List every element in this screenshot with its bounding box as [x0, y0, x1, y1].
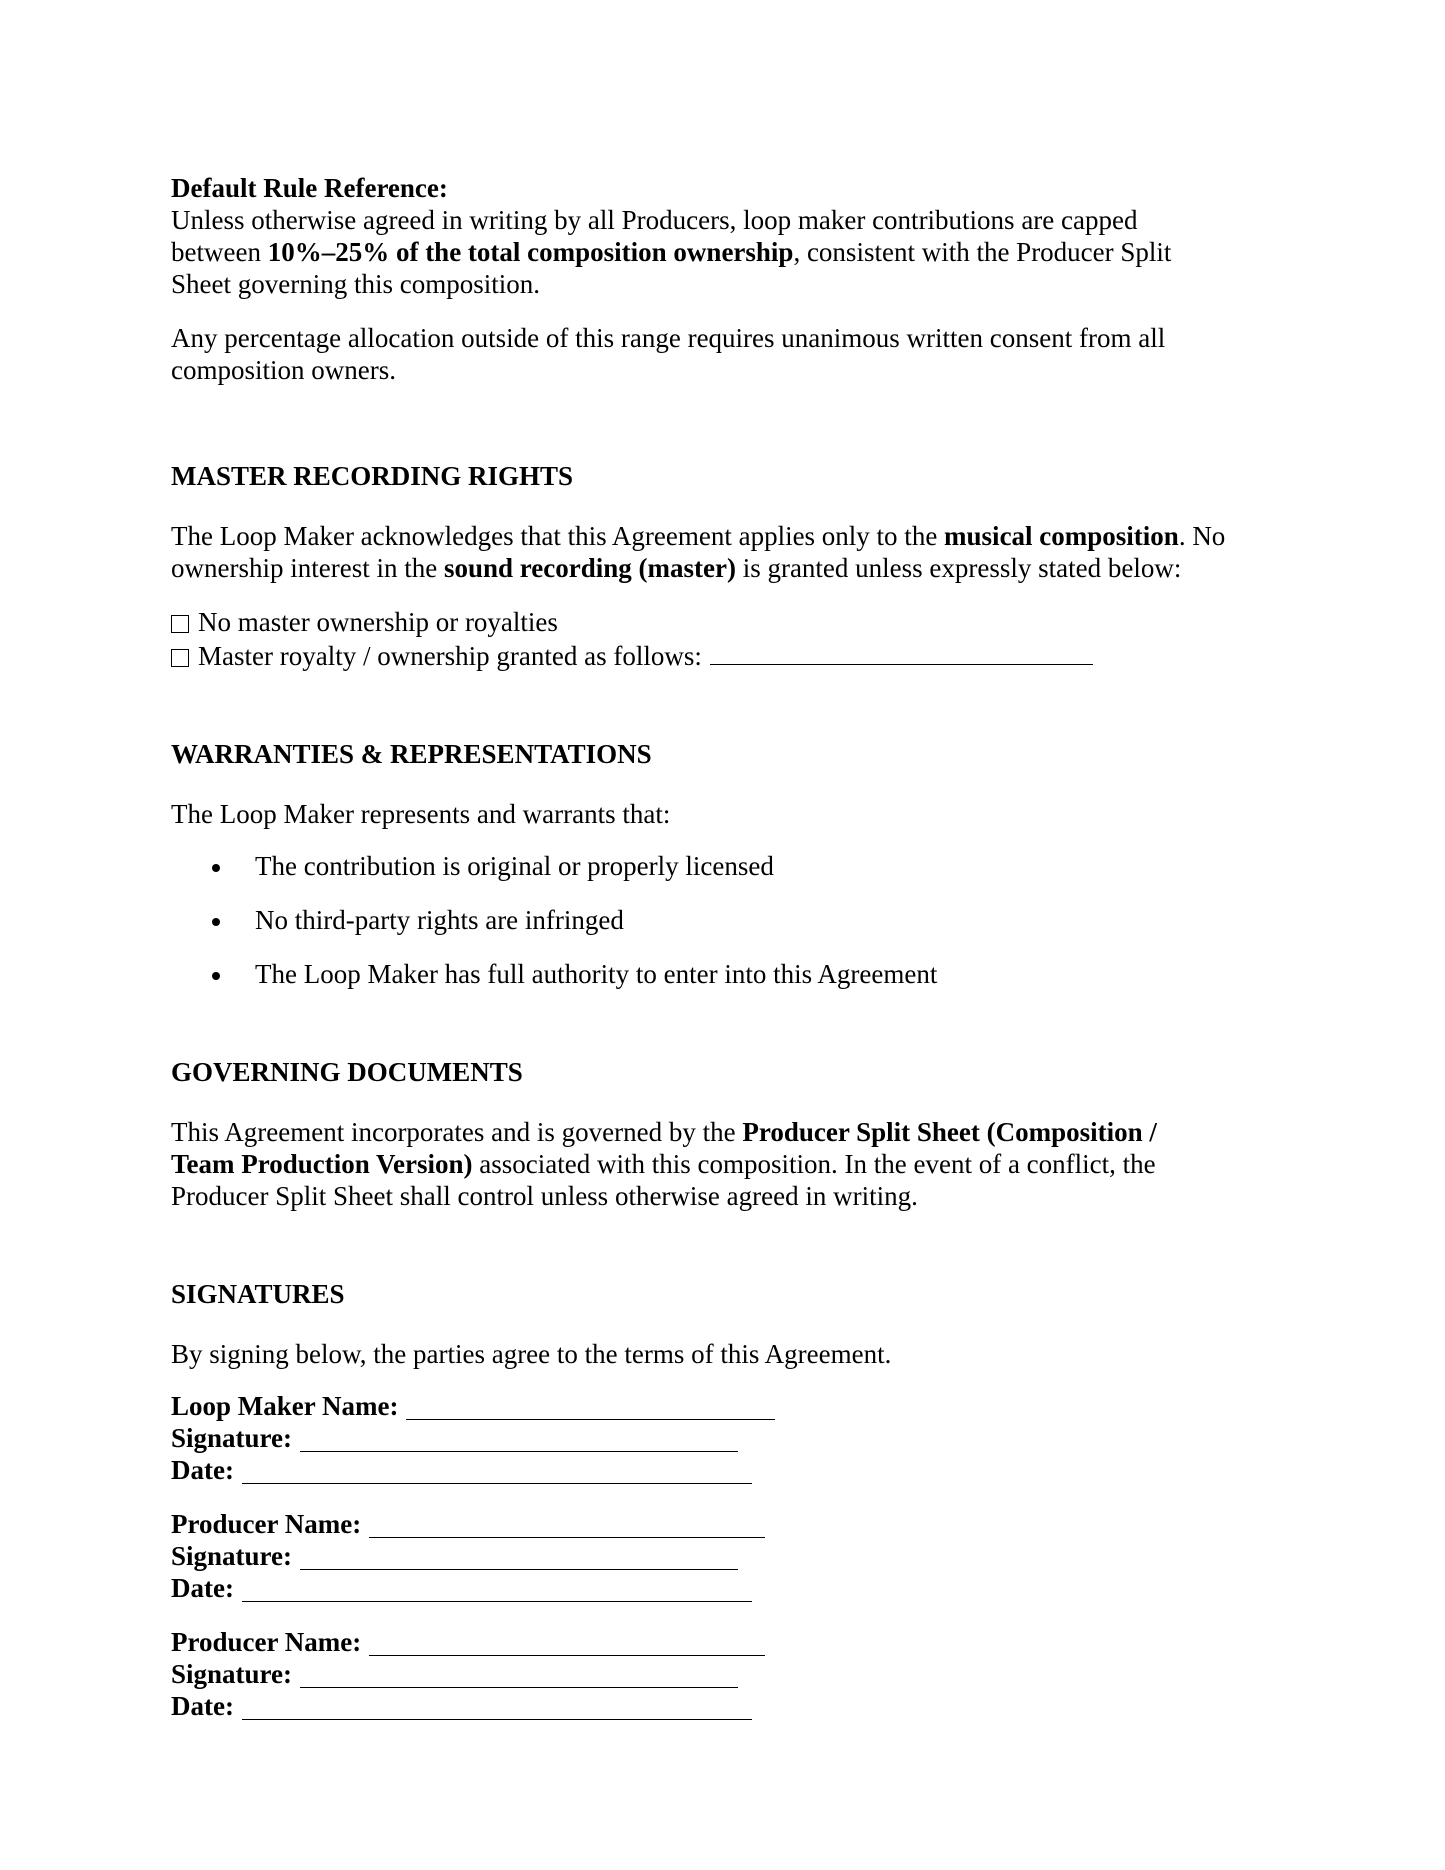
date-label: Date:: [171, 1691, 234, 1721]
master-option-none: [171, 606, 1301, 638]
signature-label: Signature:: [171, 1541, 293, 1571]
date-field[interactable]: [242, 1455, 752, 1484]
producer-split-sheet-term: Producer Split Sheet (Composition / Team Production Version): [171, 1117, 1157, 1179]
list-item: [171, 958, 1301, 990]
no-master-checkbox[interactable]: [171, 615, 189, 633]
date-row: [171, 1454, 1301, 1486]
signature-row: [171, 1540, 1301, 1572]
default-rule-text-prefix: Unless otherwise agreed in writing by all Producers, loop maker contributions are capped between: [171, 205, 1138, 267]
warranty-item-text: The contribution is original or properly licensed: [255, 851, 774, 881]
sound-recording-term: sound recording (master): [443, 553, 736, 583]
master-granted-blank-field[interactable]: [710, 638, 1093, 665]
signature-row: [171, 1658, 1301, 1690]
signature-label: Signature:: [171, 1423, 293, 1453]
list-item: [171, 904, 1301, 936]
signature-block-producer-1: [171, 1508, 1301, 1604]
name-label: Loop Maker Name:: [171, 1391, 399, 1421]
signatures-heading: SIGNATURES: [171, 1279, 345, 1309]
bullet-icon: [212, 972, 220, 980]
signatures-section: [171, 1278, 1301, 1722]
warranty-item-text: No third-party rights are infringed: [255, 905, 624, 935]
date-field[interactable]: [242, 1691, 752, 1720]
master-option-granted: [171, 638, 1301, 672]
default-rule-paragraph: [171, 204, 1231, 300]
master-recording-heading: MASTER RECORDING RIGHTS: [171, 461, 574, 491]
master-options: [171, 606, 1301, 672]
warranties-list: [171, 850, 1301, 990]
warranties-intro: The Loop Maker represents and warrants that:: [171, 799, 671, 829]
signature-field[interactable]: [300, 1541, 738, 1570]
default-rule-section: [171, 172, 1301, 386]
default-rule-text-suffix: , consistent with the Producer Split Sheet governing this composition.: [171, 237, 1172, 299]
warranties-heading: WARRANTIES & REPRESENTATIONS: [171, 739, 652, 769]
master-recording-section: [171, 460, 1301, 672]
signature-label: Signature:: [171, 1659, 293, 1689]
date-row: [171, 1690, 1301, 1722]
signatures-intro: By signing below, the parties agree to the terms of this Agreement.: [171, 1339, 892, 1369]
governing-text-suffix: associated with this composition. In the event of a conflict, the Producer Split Sheet shall control unless otherwise agreed in writing.: [171, 1149, 1156, 1211]
signature-block-producer-2: [171, 1626, 1301, 1722]
master-granted-checkbox[interactable]: [171, 649, 189, 667]
master-recording-text-prefix: The Loop Maker acknowledges that this Agreement applies only to the: [171, 521, 945, 551]
master-recording-paragraph: [171, 520, 1301, 584]
name-field[interactable]: [369, 1509, 765, 1538]
name-field[interactable]: [369, 1627, 765, 1656]
musical-composition-term: musical composition: [944, 521, 1179, 551]
document-page: [171, 172, 1301, 1722]
governing-section: [171, 1056, 1301, 1212]
list-item: [171, 850, 1301, 882]
master-recording-text-suffix: is granted unless expressly stated below:: [735, 553, 1182, 583]
default-rule-cap-range: 10%–25% of the total composition ownership: [267, 237, 794, 267]
name-field[interactable]: [406, 1391, 775, 1420]
bullet-icon: [212, 864, 220, 872]
master-granted-label: Master royalty / ownership granted as follows:: [198, 641, 702, 671]
signature-field[interactable]: [300, 1659, 738, 1688]
date-label: Date:: [171, 1455, 234, 1485]
default-rule-label: Default Rule Reference:: [171, 173, 448, 203]
date-label: Date:: [171, 1573, 234, 1603]
name-label: Producer Name:: [171, 1509, 362, 1539]
governing-paragraph: [171, 1116, 1221, 1212]
governing-text-prefix: This Agreement incorporates and is governed by the: [171, 1117, 743, 1147]
name-row: [171, 1626, 1301, 1658]
name-label: Producer Name:: [171, 1627, 362, 1657]
name-row: [171, 1508, 1301, 1540]
warranties-section: [171, 738, 1301, 990]
governing-heading: GOVERNING DOCUMENTS: [171, 1057, 523, 1087]
signature-block-loop-maker: [171, 1390, 1301, 1486]
warranty-item-text: The Loop Maker has full authority to enter into this Agreement: [255, 959, 938, 989]
date-row: [171, 1572, 1301, 1604]
no-master-label: No master ownership or royalties: [198, 607, 558, 637]
default-rule-consent-paragraph: Any percentage allocation outside of this range requires unanimous written consent from all composition owners.: [171, 323, 1166, 385]
signature-row: [171, 1422, 1301, 1454]
signature-field[interactable]: [300, 1423, 738, 1452]
name-row: [171, 1390, 1301, 1422]
master-recording-text-mid: . No ownership interest in the: [171, 521, 1226, 583]
date-field[interactable]: [242, 1573, 752, 1602]
bullet-icon: [212, 918, 220, 926]
